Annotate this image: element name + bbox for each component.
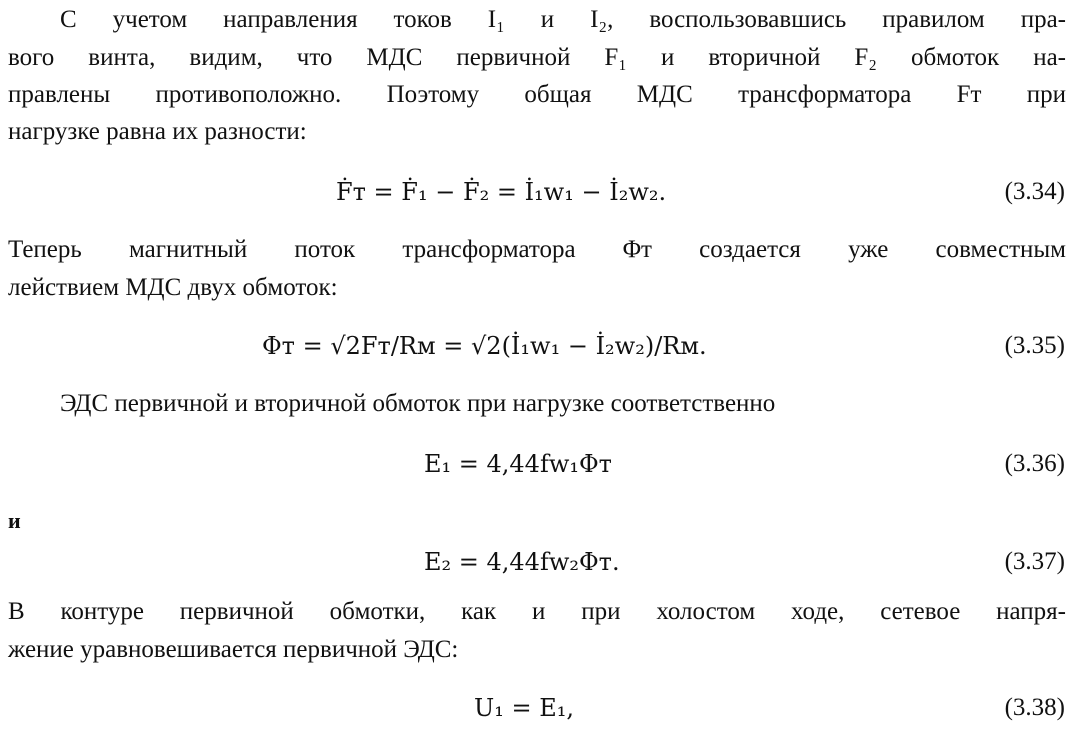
equation-row-3-37 <box>0 542 1073 582</box>
equation-number: (3.37) <box>1004 548 1065 575</box>
paragraph-2-line-2: лействием МДС двух обмоток: <box>8 274 338 301</box>
paragraph-5-line-2: жение уравновешивается первичной ЭДС: <box>8 636 459 663</box>
paragraph-1-line-3: правлены противоположно. Поэтому общая МДС трансформатора Fт при <box>8 81 1066 108</box>
equation-formula: U₁ = E₁, <box>474 694 574 722</box>
equation-number: (3.34) <box>1004 178 1065 205</box>
conjunction-text: и <box>8 508 21 533</box>
equation-row-3-36 <box>0 444 1073 484</box>
equation-formula: Φт = √2Fт/Rм = √2(İ₁w₁ − İ₂w₂)/Rм. <box>262 332 707 360</box>
equation-number: (3.38) <box>1004 694 1065 721</box>
paragraph-1-line-4: нагрузке равна их разности: <box>8 118 307 145</box>
paragraph-5-line-1: В контуре первичной обмотки, как и при холостом ходе, сетевое напря- <box>8 598 1066 625</box>
equation-row-3-35 <box>0 326 1073 366</box>
paragraph-1-line-1: С учетом направления токов I₁ и I₂, воспользовавшись правилом пра- <box>60 6 1066 33</box>
equation-row-3-38 <box>0 688 1073 728</box>
equation-number: (3.35) <box>1004 332 1065 359</box>
paragraph-3: ЭДС первичной и вторичной обмоток при нагрузке соответственно <box>60 390 776 417</box>
equation-row-3-34 <box>0 172 1073 212</box>
paragraph-1-line-2: вого винта, видим, что МДС первичной F₁ и вторичной F₂ обмоток на- <box>8 44 1066 71</box>
equation-formula: E₁ = 4,44fw₁Φт <box>424 450 612 478</box>
equation-number: (3.36) <box>1004 450 1065 477</box>
equation-formula: E₂ = 4,44fw₂Φт. <box>424 548 620 576</box>
paragraph-2-line-1: Теперь магнитный поток трансформатора Φт создается уже совместным <box>8 236 1066 263</box>
equation-formula: Ḟт = Ḟ₁ − Ḟ₂ = İ₁w₁ − İ₂w₂. <box>336 178 667 206</box>
